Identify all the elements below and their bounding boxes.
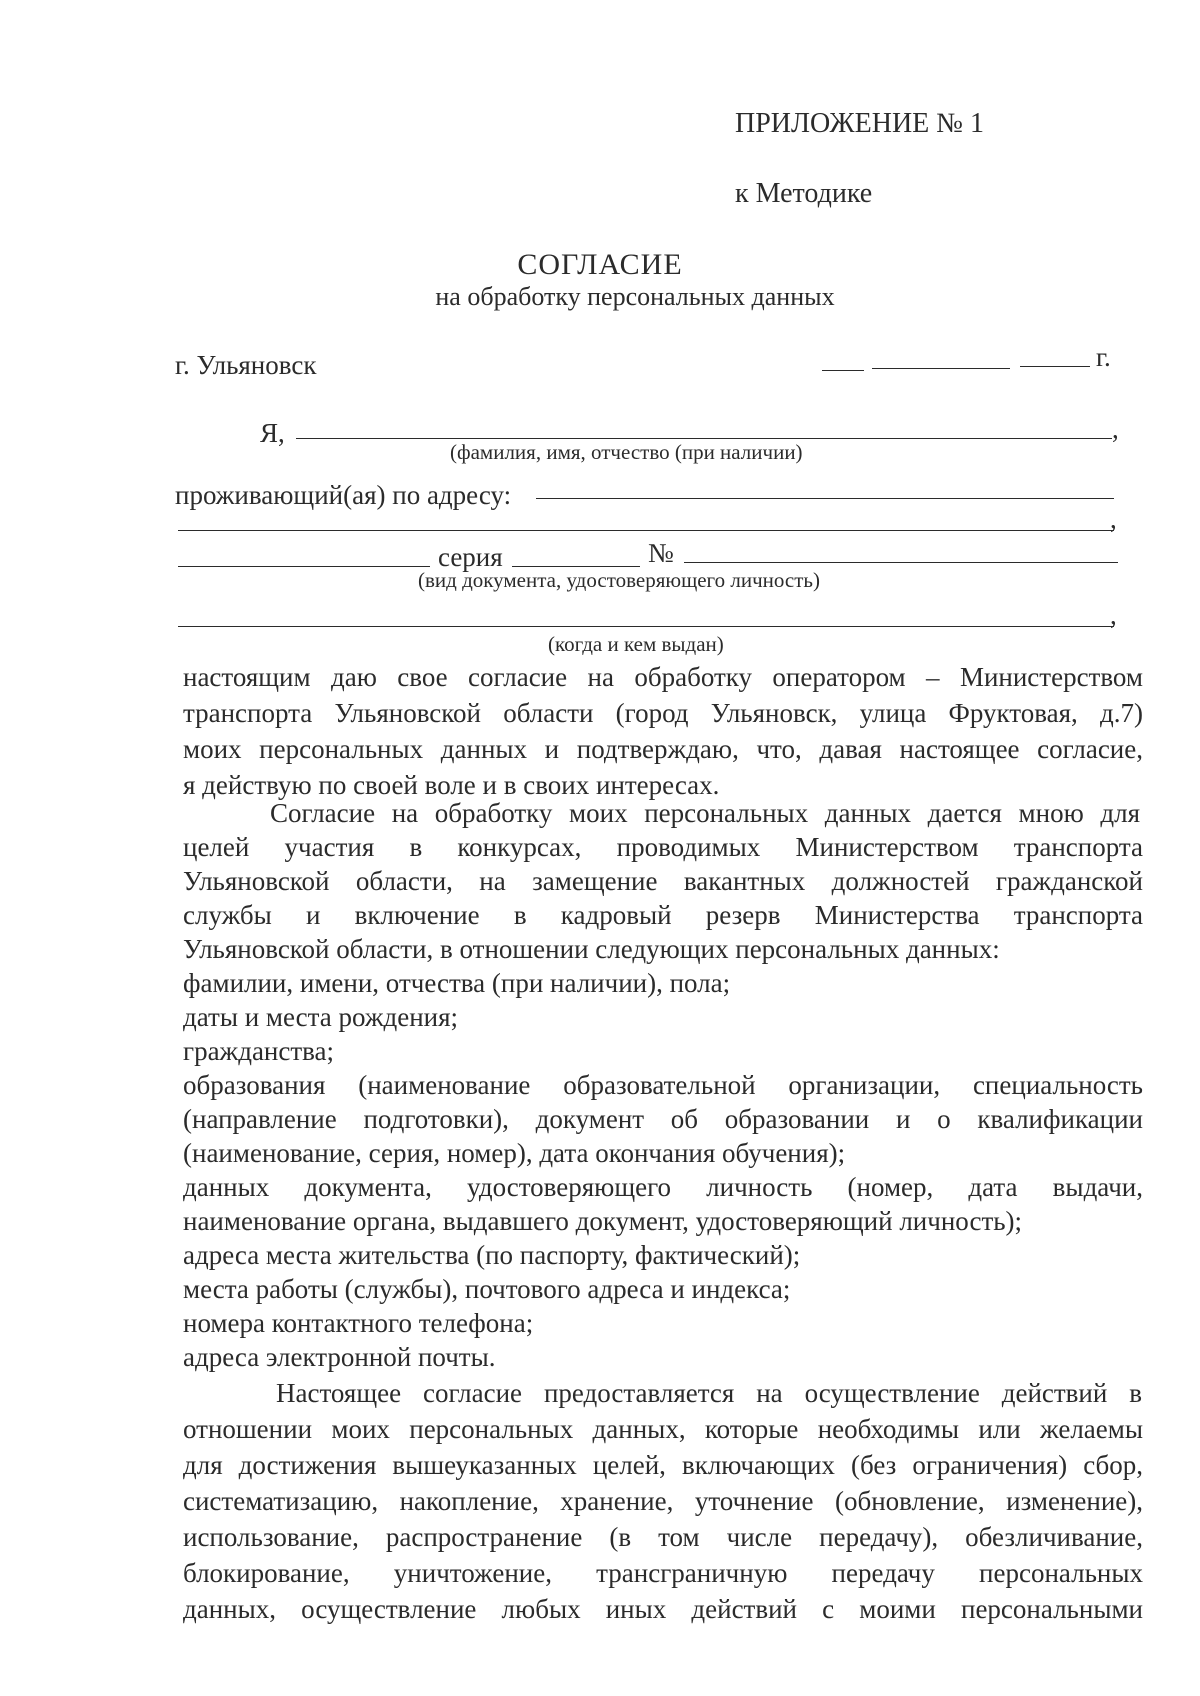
comma: , (1110, 600, 1117, 630)
full-name-blank[interactable] (296, 438, 1112, 439)
address-blank-1[interactable] (536, 498, 1114, 499)
method-reference: к Методике (735, 178, 873, 209)
list-item: наименование органа, выдавшего документ, удостоверяющий личность); (183, 1206, 1023, 1236)
list-item: гражданства; (183, 1036, 335, 1066)
list-item: образования (наименование образовательной организации, специальность (183, 1070, 1143, 1100)
paragraph-3-line: использование, распространение (в том числе передачу), обезличивание, (183, 1522, 1143, 1552)
list-item: данных документа, удостоверяющего личность (номер, дата выдачи, (183, 1172, 1143, 1202)
date-year-blank[interactable] (1020, 366, 1090, 367)
paragraph-1-line: транспорта Ульяновской области (город Ульяновск, улица Фруктовая, д.7) (183, 698, 1143, 728)
document-title: СОГЛАСИЕ (517, 248, 683, 281)
paragraph-2-line: целей участия в конкурсах, проводимых Министерством транспорта (183, 832, 1143, 862)
paragraph-2-line: службы и включение в кадровый резерв Министерства транспорта (183, 900, 1143, 930)
paragraph-2-line: Ульяновской области, на замещение вакантных должностей гражданской (183, 866, 1143, 896)
document-subtitle: на обработку персональных данных (435, 282, 835, 311)
ya-label: Я, (260, 418, 285, 448)
paragraph-2-line: Ульяновской области, в отношении следующих персональных данных: (183, 934, 1000, 964)
appendix-heading: ПРИЛОЖЕНИЕ № 1 (735, 108, 984, 139)
list-item: фамилии, имени, отчества (при наличии), пола; (183, 968, 731, 998)
paragraph-3-line: систематизацию, накопление, хранение, уточнение (обновление, изменение), (183, 1486, 1143, 1516)
document-type-blank[interactable] (178, 566, 430, 567)
paragraph-3-line: отношении моих персональных данных, которые необходимы или желаемы (183, 1414, 1143, 1444)
list-item: номера контактного телефона; (183, 1308, 534, 1338)
city-label: г. Ульяновск (175, 350, 317, 380)
list-item: (наименование, серия, номер), дата окончания обучения); (183, 1138, 846, 1168)
document-caption: (вид документа, удостоверяющего личность) (418, 568, 821, 592)
paragraph-2-line: Согласие на обработку моих персональных данных дается мною для (270, 798, 1140, 828)
paragraph-3-line: для достижения вышеуказанных целей, включающих (без ограничения) сбор, (183, 1450, 1143, 1480)
series-blank[interactable] (512, 566, 640, 567)
paragraph-3-line: данных, осуществление любых иных действий с моими персональными (183, 1594, 1143, 1624)
issued-by-blank[interactable] (178, 626, 1114, 627)
list-item: (направление подготовки), документ об образовании и о квалификации (183, 1104, 1143, 1134)
list-item: адреса электронной почты. (183, 1342, 496, 1372)
list-item: адреса места жительства (по паспорту, фактический); (183, 1240, 801, 1270)
issued-caption: (когда и кем выдан) (548, 632, 724, 656)
address-label: проживающий(ая) по адресу: (175, 480, 512, 510)
number-blank[interactable] (684, 562, 1118, 563)
date-month-blank[interactable] (872, 368, 1010, 369)
date-day-blank[interactable] (822, 370, 864, 371)
comma: , (1112, 414, 1119, 444)
paragraph-1-line: я действую по своей воле и в своих интересах. (183, 770, 720, 800)
comma: , (1110, 504, 1117, 534)
paragraph-1-line: настоящим даю свое согласие на обработку оператором – Министерством (183, 662, 1143, 692)
paragraph-3-line: Настоящее согласие предоставляется на осуществление действий в (276, 1378, 1142, 1408)
list-item: места работы (службы), почтового адреса и индекса; (183, 1274, 791, 1304)
series-label: серия (438, 542, 503, 572)
paragraph-3-line: блокирование, уничтожение, трансграничную передачу персональных (183, 1558, 1143, 1588)
year-suffix: г. (1096, 342, 1111, 372)
paragraph-1-line: моих персональных данных и подтверждаю, что, давая настоящее согласие, (183, 734, 1143, 764)
address-blank-2[interactable] (178, 530, 1114, 531)
list-item: даты и места рождения; (183, 1002, 459, 1032)
number-label: № (648, 538, 674, 568)
full-name-caption: (фамилия, имя, отчество (при наличии) (450, 440, 803, 464)
